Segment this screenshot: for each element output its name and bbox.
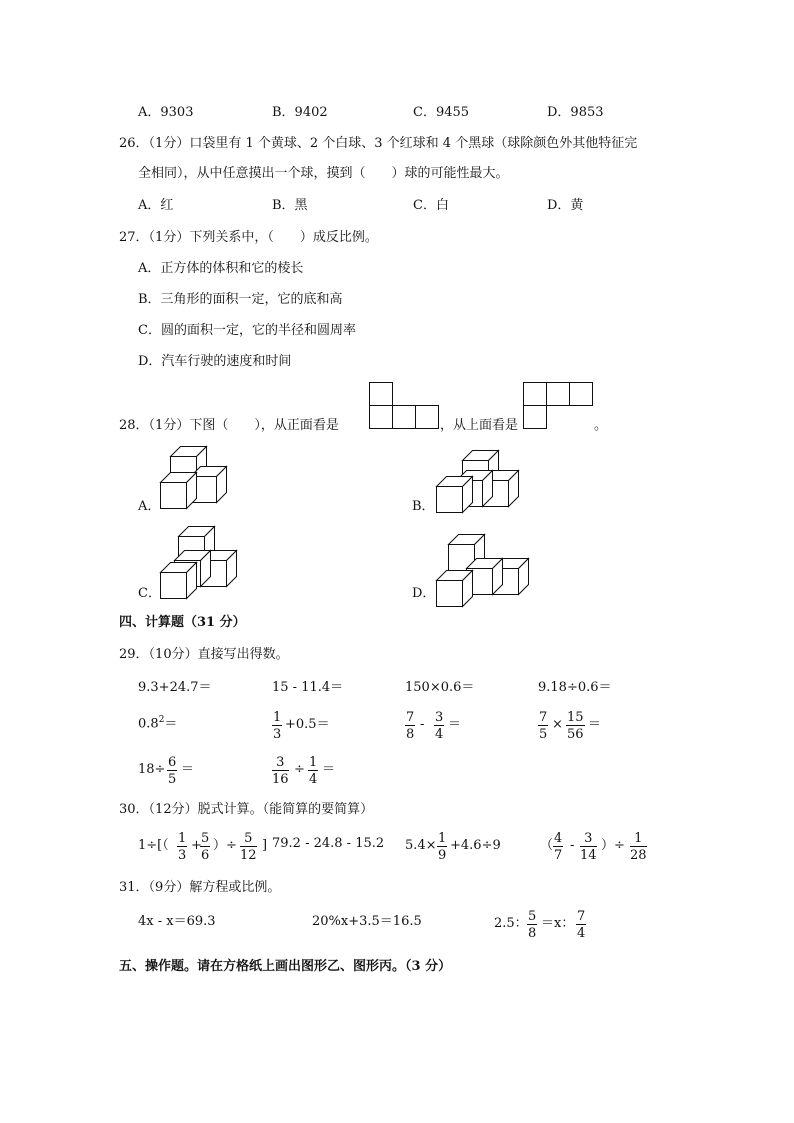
q28-stem-b: ，从上面看是	[440, 418, 519, 433]
q29-item-8-fraction-2: $\frac{15}{56}$	[567, 710, 584, 742]
q31-stem: 31．（9分）解方程或比例。	[119, 880, 281, 895]
q27-option-b: B．三角形的面积一定，它的底和高	[138, 292, 343, 307]
q25-option-a: A．9303	[138, 105, 194, 120]
q31-equation-3-fraction-1: $\frac{5}{8}$	[528, 909, 537, 941]
q28-top-view-figure	[523, 382, 593, 430]
q30-expr-4-fraction-3: $\frac{1}{28}$	[630, 831, 647, 863]
q28-front-view-figure	[369, 382, 439, 430]
section-5-heading: 五、操作题。请在方格纸上画出图形乙、图形丙。（3 分）	[119, 959, 452, 974]
q30-expr-1-fraction-3: $\frac{5}{12}$	[240, 831, 257, 863]
q29-item-2: 15 - 11.4＝	[272, 680, 344, 695]
q26-stem-line1: 26．（1分）口袋里有 1 个黄球、2 个白球、3 个红球和 4 个黑球（球除颜色外其他特征完	[119, 136, 638, 151]
q29-item-8-operator: ×	[552, 717, 563, 732]
q27-stem: 27．（1分）下列关系中，（ ）成反比例。	[119, 230, 378, 245]
q29-item-4: 9.18÷0.6＝	[538, 680, 612, 695]
q28-option-a-figure	[160, 446, 222, 510]
q29-item-7-fraction-1: $\frac{7}{8}$	[406, 710, 415, 742]
q28-option-d-figure	[436, 534, 528, 598]
q29-item-7-fraction-2: $\frac{3}{4}$	[435, 710, 444, 742]
q29-item-10-fraction-2: $\frac{1}{4}$	[309, 755, 318, 787]
q25-option-d: D．9853	[547, 105, 604, 120]
q28-option-d-label: D．	[412, 586, 436, 601]
q30-expr-2: 79.2 - 24.8 - 15.2	[272, 836, 385, 851]
q30-expr-1-mid: ）÷	[213, 838, 237, 853]
cube	[161, 563, 197, 599]
cube	[437, 477, 473, 513]
q29-item-8-fraction-1: $\frac{7}{5}$	[539, 710, 548, 742]
q26-option-b: B．黑	[272, 198, 308, 213]
q31-equation-3-fraction-2: $\frac{7}{4}$	[577, 909, 586, 941]
q28-stem-a: 28．（1分）下图（ ），从正面看是	[119, 418, 339, 433]
q27-option-a: A．正方体的体积和它的棱长	[138, 261, 304, 276]
q28-stem-c: 。	[594, 418, 608, 433]
q28-option-c-figure	[160, 526, 236, 598]
q29-item-10-operator: ÷	[294, 762, 305, 777]
q31-equation-1: 4x - x＝69.3	[138, 914, 216, 929]
q30-stem: 30．（12分）脱式计算。（能简算的要简算）	[119, 802, 374, 817]
q25-option-c: C．9455	[413, 105, 470, 120]
q30-expr-3-tail: +4.6÷9	[450, 838, 501, 853]
q29-item-9-tail: ＝	[181, 762, 195, 777]
q30-expr-1-fraction-2: $\frac{5}{6}$	[201, 831, 210, 863]
q30-expr-4-close: ）÷	[601, 838, 625, 853]
q30-expr-4-fraction-1: $\frac{4}{7}$	[554, 831, 563, 863]
q26-option-c: C．白	[413, 198, 449, 213]
q29-item-7-tail: ＝	[448, 717, 462, 732]
q28-option-c-label: C．	[138, 586, 161, 601]
q30-expr-4-operator: -	[570, 838, 575, 853]
q29-item-6-fraction: $\frac{1}{3}$	[273, 710, 282, 742]
q26-option-d: D．黄	[547, 198, 584, 213]
q31-equation-2: 20%x+3.5＝16.5	[312, 914, 422, 929]
q26-stem-line2: 全相同），从中任意摸出一个球，摸到（ ）球的可能性最大。	[138, 166, 509, 181]
q29-item-10-tail: ＝	[322, 762, 336, 777]
q29-item-9-fraction: $\frac{6}{5}$	[168, 755, 177, 787]
q27-option-d: D．汽车行驶的速度和时间	[138, 354, 292, 369]
q30-expr-1-plus: +	[191, 838, 202, 853]
q30-expr-1-close: ]	[262, 838, 268, 853]
q27-option-c: C．圆的面积一定，它的半径和圆周率	[138, 323, 356, 338]
q29-item-10-fraction-1: $\frac{3}{16}$	[272, 755, 289, 787]
q29-item-1: 9.3+24.7＝	[138, 680, 212, 695]
q25-option-b: B．9402	[272, 105, 328, 120]
q30-expr-4-fraction-2: $\frac{3}{14}$	[580, 831, 597, 863]
q29-item-3: 150×0.6＝	[405, 680, 475, 695]
q29-item-7-operator: -	[420, 717, 425, 732]
q30-expr-1-fraction-1: $\frac{1}{3}$	[178, 831, 187, 863]
q29-item-6-tail: +0.5＝	[285, 717, 330, 732]
cube	[161, 473, 197, 509]
q29-stem: 29．（10分）直接写出得数。	[119, 647, 289, 662]
q28-option-b-label: B．	[412, 499, 435, 514]
q30-expr-1-lead: 1÷[（	[138, 838, 169, 853]
q29-item-5: $0.8^2=$	[138, 715, 178, 732]
q31-equation-3-mid: ＝x：	[541, 916, 575, 931]
q28-option-a-label: A．	[138, 499, 161, 514]
q30-expr-3-fraction: $\frac{1}{9}$	[438, 831, 447, 863]
q28-option-b-figure	[436, 450, 518, 510]
section-4-heading: 四、计算题（31 分）	[119, 615, 246, 630]
q29-item-9-lead: 18÷	[138, 762, 166, 777]
q29-item-8-tail: ＝	[588, 717, 602, 732]
q30-expr-4-open: （	[540, 838, 554, 853]
q26-option-a: A．红	[138, 198, 174, 213]
q31-equation-3-lead: 2.5：	[494, 916, 528, 931]
q30-expr-3-lead: 5.4×	[405, 838, 437, 853]
cube	[437, 571, 473, 607]
